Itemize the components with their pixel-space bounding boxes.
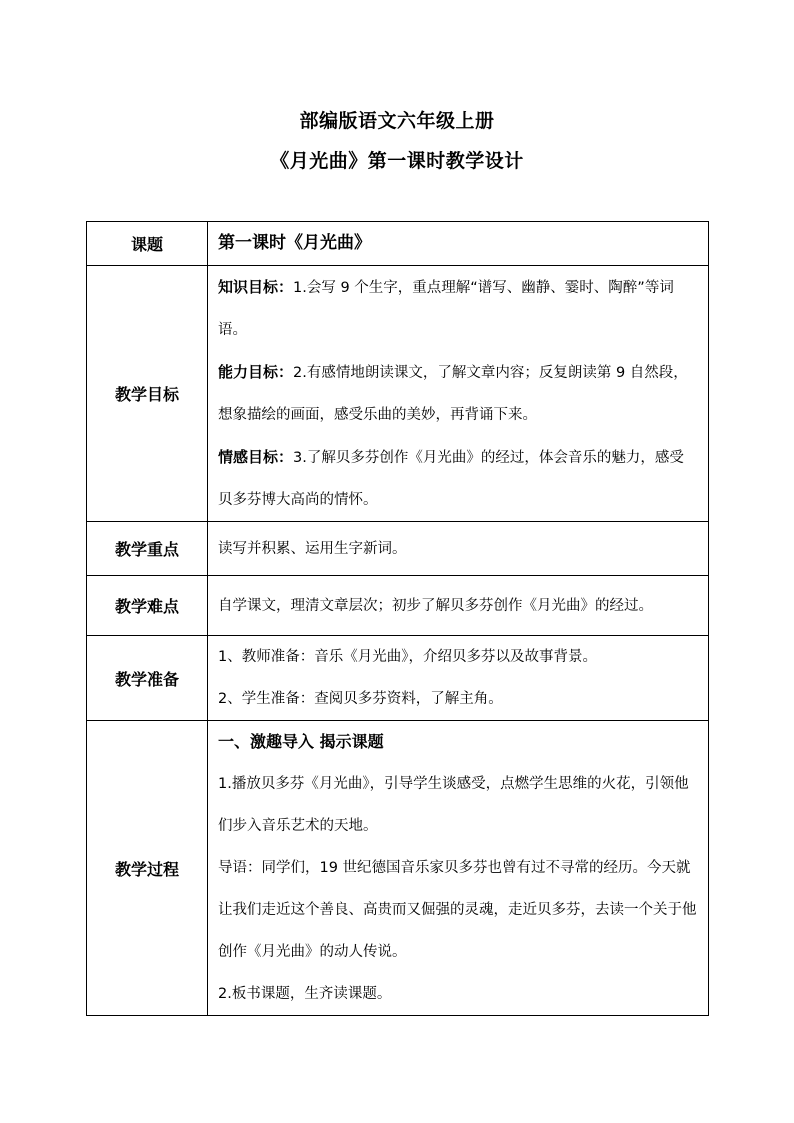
goal-item-knowledge bbox=[218, 266, 698, 351]
lesson-plan-table bbox=[86, 221, 709, 1016]
topic-cell bbox=[208, 222, 709, 266]
table-row-goals bbox=[87, 266, 709, 522]
goal-item-ability bbox=[218, 351, 698, 436]
table-row-process bbox=[87, 721, 709, 1016]
table-row-preparation bbox=[87, 636, 709, 721]
process-cell bbox=[208, 721, 709, 1016]
process-section-heading: 一、激趣导入 揭示课题 bbox=[218, 732, 384, 751]
document-title: 部编版语文六年级上册 bbox=[299, 110, 495, 132]
preparation-item-student: 2、学生准备：查阅贝多芬资料，了解主角。 bbox=[218, 691, 503, 707]
goal-text: 2.有感情地朗读课文，了解文章内容；反复朗读第 9 自然段，想象描绘的画面，感受乐曲的美妙，再背诵下来。 bbox=[218, 365, 688, 423]
document-subtitle: 《月光曲》第一课时教学设计 bbox=[270, 150, 524, 172]
process-paragraph: 1.播放贝多芬《月光曲》，引导学生谈感受，点燃学生思维的火花，引领他们步入音乐艺术的天地。 bbox=[218, 776, 689, 834]
table-row-difficulty bbox=[87, 576, 709, 636]
process-label: 教学过程 bbox=[87, 721, 208, 1016]
goal-lead: 能力目标： bbox=[218, 363, 294, 381]
preparation-item-teacher: 1、教师准备：音乐《月光曲》，介绍贝多芬以及故事背景。 bbox=[218, 649, 597, 665]
goals-cell bbox=[208, 266, 709, 522]
preparation-label: 教学准备 bbox=[87, 636, 208, 721]
focus-value: 读写并积累、运用生字新词。 bbox=[208, 522, 709, 576]
goal-item-emotion bbox=[218, 436, 698, 521]
difficulty-value: 自学课文，理清文章层次；初步了解贝多芬创作《月光曲》的经过。 bbox=[208, 576, 709, 636]
topic-value: 第一课时《月光曲》 bbox=[218, 233, 371, 253]
difficulty-label: 教学难点 bbox=[87, 576, 208, 636]
table-row-topic bbox=[87, 222, 709, 266]
process-paragraph: 导语：同学们，19 世纪德国音乐家贝多芬也曾有过不寻常的经历。今天就让我们走近这个善良、高贵而又倔强的灵魂，走近贝多芬，去读一个关于他创作《月光曲》的动人传说。 bbox=[218, 860, 697, 960]
goal-lead: 知识目标： bbox=[218, 278, 294, 296]
goal-text: 1.会写 9 个生字，重点理解“谱写、幽静、霎时、陶醉”等词语。 bbox=[218, 280, 674, 338]
focus-label: 教学重点 bbox=[87, 522, 208, 576]
topic-label: 课题 bbox=[87, 222, 208, 266]
goals-label: 教学目标 bbox=[87, 266, 208, 522]
goal-lead: 情感目标： bbox=[218, 448, 294, 466]
table-row-focus bbox=[87, 522, 709, 576]
goal-text: 3.了解贝多芬创作《月光曲》的经过，体会音乐的魅力，感受贝多芬博大高尚的情怀。 bbox=[218, 450, 684, 508]
preparation-cell bbox=[208, 636, 709, 721]
process-paragraph: 2.板书课题，生齐读课题。 bbox=[218, 986, 392, 1002]
